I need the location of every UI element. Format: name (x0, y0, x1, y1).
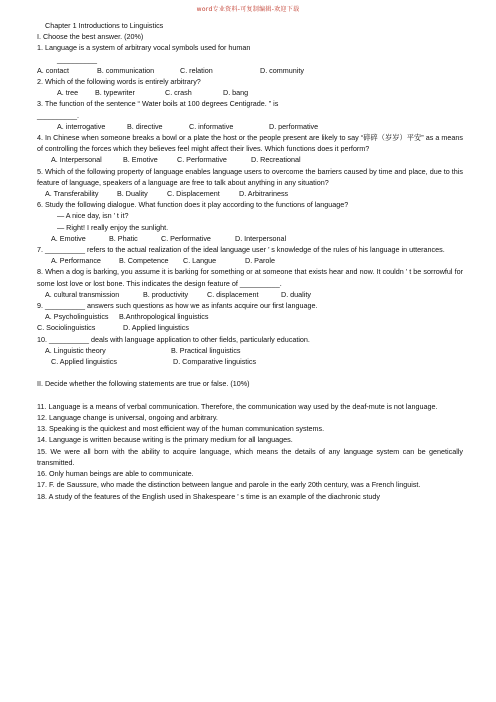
dialogue-line-2: — Right! I really enjoy the sunlight. (57, 222, 169, 232)
statement-18: 18. A study of the features of the English used in Shakespeare ’ s time is an example of the diachronic study (37, 491, 380, 501)
section2-heading: II. Decide whether the following statements are true or false. (10%) (37, 379, 250, 389)
option: D. performative (269, 121, 319, 131)
question-4: 4. In Chinese when someone breaks a bowl or a plate the host or the people present are likely to say “碎碎（岁岁）平安” as a means of controlling the forces which they believes feel might affect their lives. Which functions does it perform? (37, 133, 463, 154)
question-1-options (37, 65, 463, 76)
question-3: 3. The function of the sentence “ Water boils at 100 degrees Centigrade. ” is (37, 99, 279, 109)
question-7: 7. __________ refers to the actual realization of the ideal language user ’ s knowledge of the rules of his language in utterances. (37, 245, 445, 255)
option: A. cultural transmission (45, 289, 120, 299)
question-3-blank: __________. (37, 110, 79, 120)
chapter-title: Chapter 1 Introductions to Linguistics (45, 21, 164, 30)
question-9-options (37, 311, 463, 322)
statement-11: 11. Language is a means of verbal communication. Therefore, the communication way used by the deaf-mute is not language. (37, 401, 438, 411)
option: C. Applied linguistics (51, 357, 117, 367)
option: B. typewriter (95, 88, 135, 98)
option: D. community (260, 65, 304, 75)
question-10-options (37, 345, 463, 356)
question-9: 9. __________ answers such questions as how we as infants acquire our first language. (37, 301, 318, 311)
statement-13: 13. Speaking is the quickest and most efficient way of the human communication systems. (37, 424, 325, 434)
option: A. Emotive (51, 233, 86, 243)
option: A. Psycholinguistics (45, 312, 109, 322)
option: C. Performative (161, 233, 211, 243)
question-1: 1. Language is a system of arbitrary vocal symbols used for human (37, 43, 251, 53)
option: A. Linguistic theory (45, 345, 106, 355)
question-5: 5. Which of the following property of language enables language users to overcome the barriers caused by time and place, due to this feature of language, speakers of a language are free to talk about anything in any situation? (37, 166, 463, 187)
question-7-options (37, 255, 463, 266)
statement-17: 17. F. de Saussure, who made the distinction between langue and parole in the early 20th century, was a French linguist. (37, 480, 421, 490)
question-1-blank: __________ (57, 54, 97, 64)
option: D. duality (281, 289, 311, 299)
option: B. Emotive (123, 155, 158, 165)
option: C. informative (189, 121, 234, 131)
question-9-options-2 (37, 322, 463, 333)
option: D. Arbitrariness (239, 189, 289, 199)
option: B.Anthropological linguistics (119, 312, 209, 322)
option: D. Recreational (251, 155, 301, 165)
question-5-options (37, 188, 463, 199)
option: B. communication (97, 65, 155, 75)
statement-15: 15. We were all born with the ability to acquire language, which means the details of any language system can be genetically transmitted. (37, 446, 463, 467)
question-6-options (37, 233, 463, 244)
option: A. Performance (51, 256, 101, 266)
option: A. Interpersonal (51, 155, 102, 165)
section1-heading: I. Choose the best answer. (20%) (37, 32, 144, 42)
question-8-options (37, 289, 463, 300)
option: C. displacement (207, 289, 259, 299)
question-3-options (37, 121, 463, 132)
watermark-header: word专业资料-可复制编辑-欢迎下载 (196, 6, 300, 13)
option: A. tree (57, 88, 79, 98)
statement-16: 16. Only human beings are able to communicate. (37, 469, 194, 479)
option: C. Performative (177, 155, 227, 165)
statement-14: 14. Language is written because writing is the primary medium for all languages. (37, 435, 293, 445)
document-page (37, 20, 463, 502)
option: B. Duality (117, 189, 148, 199)
option: C. relation (180, 65, 213, 75)
option: B. Competence (119, 256, 169, 266)
question-4-options (37, 154, 463, 165)
question-10: 10. __________ deals with language application to other fields, particularly education. (37, 334, 310, 344)
option: B. Practical linguistics (171, 345, 241, 355)
option: D. bang (223, 88, 249, 98)
option: A. contact (37, 65, 69, 75)
option: A. interrogative (57, 121, 106, 131)
option: B. Phatic (109, 233, 138, 243)
question-8: 8. When a dog is barking, you assume it is barking for something or at someone that exists hear and now. It couldn ’ t be sorrowful for some lost love or lost bone. This indicates the design feature of __________. (37, 267, 463, 288)
option: D. Parole (245, 256, 275, 266)
option: C. Sociolinguistics (37, 323, 96, 333)
option: D. Interpersonal (235, 233, 287, 243)
option: D. Applied linguistics (123, 323, 189, 333)
option: C. Langue (183, 256, 217, 266)
question-6: 6. Study the following dialogue. What function does it play according to the functions of language? (37, 200, 349, 210)
option: B. productivity (143, 289, 189, 299)
question-2: 2. Which of the following words is entirely arbitrary? (37, 77, 201, 87)
option: C. crash (165, 88, 192, 98)
statement-12: 12. Language change is universal, ongoing and arbitrary. (37, 413, 218, 423)
dialogue-line-1: — A nice day, isn ’ t it? (57, 211, 129, 221)
option: B. directive (127, 121, 163, 131)
option: C. Displacement (167, 189, 220, 199)
question-10-options-2 (37, 356, 463, 367)
option: D. Comparative linguistics (173, 357, 257, 367)
question-2-options (37, 87, 463, 98)
option: A. Transferability (45, 189, 99, 199)
